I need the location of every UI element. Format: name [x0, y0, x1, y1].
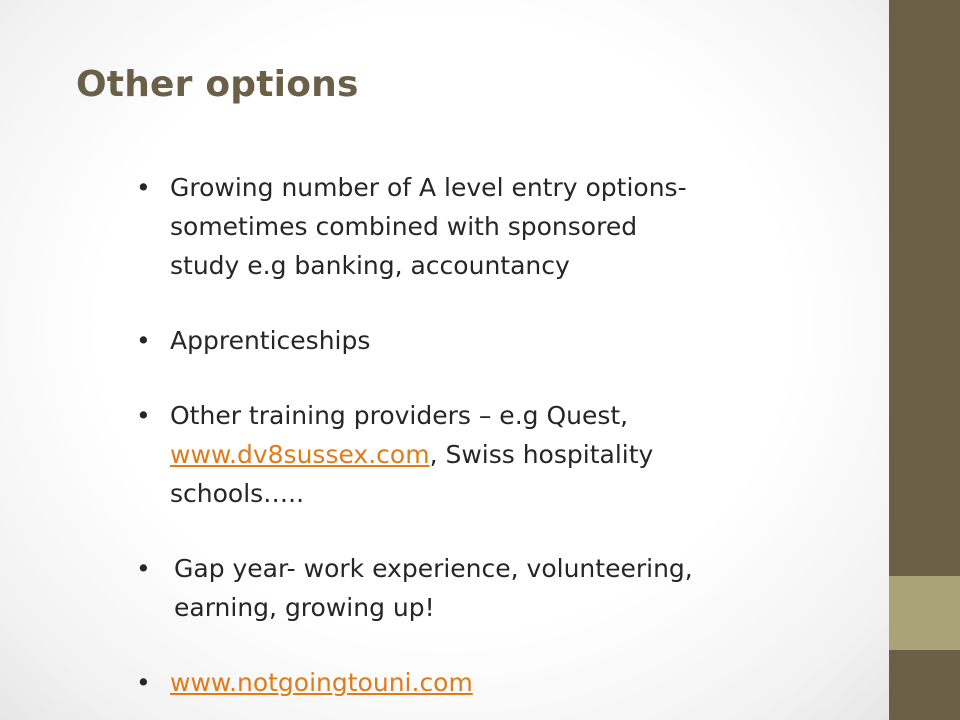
bullet-notgoingtouni: [136, 663, 776, 702]
sidebar-dark-bottom: [889, 650, 960, 720]
bullet-line: Growing number of A level entry options-: [170, 173, 687, 202]
bullet-line: Other training providers – e.g Quest,: [170, 401, 629, 430]
bullet-a-level-options: [136, 168, 776, 285]
bullet-apprenticeships: [136, 321, 776, 360]
dv8sussex-link[interactable]: www.dv8sussex.com: [170, 440, 430, 469]
bullet-line: schools…..: [170, 479, 305, 508]
bullet-gap-year: [136, 549, 776, 627]
bullet-line: , Swiss hospitality: [429, 440, 654, 469]
notgoingtouni-link[interactable]: www.notgoingtouni.com: [170, 668, 473, 697]
bullet-line: sometimes combined with sponsored: [170, 212, 638, 241]
bullet-line: Apprenticeships: [170, 326, 371, 355]
slide-title: Other options: [76, 64, 359, 105]
sidebar-light-band: [889, 576, 960, 650]
bullet-line: Gap year- work experience, volunteering,: [174, 554, 693, 583]
bullet-training-providers: [136, 396, 776, 513]
sidebar-dark-top: [889, 0, 960, 576]
bullet-line: study e.g banking, accountancy: [170, 251, 570, 280]
bullet-list: [136, 168, 776, 702]
bullet-line: earning, growing up!: [174, 593, 435, 622]
